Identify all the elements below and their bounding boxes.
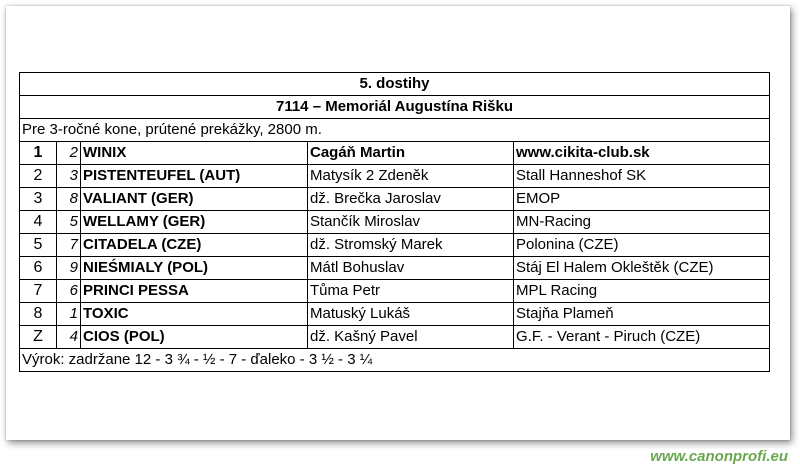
result-start-number: 5 [57,211,81,234]
result-start-number: 7 [57,234,81,257]
result-jockey: Matysík 2 Zdeněk [308,165,514,188]
race-name-row [20,96,770,119]
table-row [20,280,770,303]
result-position: 1 [20,142,57,165]
race-results-table [19,72,770,372]
result-horse: WINIX [81,142,308,165]
result-position: 3 [20,188,57,211]
race-number-row [20,73,770,96]
result-horse: CITADELA (CZE) [81,234,308,257]
race-number-title: 5. dostihy [20,73,770,96]
result-position: 7 [20,280,57,303]
result-owner: Stáj El Halem Okleštěk (CZE) [514,257,770,280]
result-jockey: Tůma Petr [308,280,514,303]
race-name-title: 7114 – Memoriál Augustína Rišku [20,96,770,119]
table-row [20,303,770,326]
result-jockey: dž. Stromský Marek [308,234,514,257]
result-start-number: 6 [57,280,81,303]
result-horse: PISTENTEUFEL (AUT) [81,165,308,188]
table-row [20,326,770,349]
result-horse: TOXIC [81,303,308,326]
result-position: 5 [20,234,57,257]
verdict-text: Výrok: zadržane 12 - 3 ¾ - ½ - 7 - ďaleko - 3 ½ - 3 ¼ [20,349,770,372]
race-conditions: Pre 3-ročné kone, prútené prekážky, 2800 m. [20,119,770,142]
result-position: 8 [20,303,57,326]
result-jockey: Matuský Lukáš [308,303,514,326]
table-row [20,211,770,234]
verdict-row [20,349,770,372]
result-jockey: Stančík Miroslav [308,211,514,234]
result-owner: MPL Racing [514,280,770,303]
result-horse: CIOS (POL) [81,326,308,349]
result-owner: G.F. - Verant - Piruch (CZE) [514,326,770,349]
result-owner: Stajňa Plameň [514,303,770,326]
result-jockey: Mátl Bohuslav [308,257,514,280]
result-start-number: 9 [57,257,81,280]
result-owner: Stall Hanneshof SK [514,165,770,188]
result-position: 2 [20,165,57,188]
result-owner: EMOP [514,188,770,211]
result-position: 4 [20,211,57,234]
result-horse: VALIANT (GER) [81,188,308,211]
result-jockey: dž. Kašný Pavel [308,326,514,349]
table-row [20,188,770,211]
result-start-number: 8 [57,188,81,211]
result-jockey: Cagáň Martin [308,142,514,165]
watermark: www.canonprofi.eu [650,448,788,465]
result-jockey: dž. Brečka Jaroslav [308,188,514,211]
result-start-number: 1 [57,303,81,326]
result-position: Z [20,326,57,349]
table-row [20,142,770,165]
result-owner: MN-Racing [514,211,770,234]
result-start-number: 3 [57,165,81,188]
result-horse: NIEŚMIALY (POL) [81,257,308,280]
table-row [20,165,770,188]
result-start-number: 4 [57,326,81,349]
table-row [20,234,770,257]
result-owner: Polonina (CZE) [514,234,770,257]
table-row [20,257,770,280]
result-owner: www.cikita-club.sk [514,142,770,165]
race-conditions-row [20,119,770,142]
result-horse: PRINCI PESSA [81,280,308,303]
result-horse: WELLAMY (GER) [81,211,308,234]
result-start-number: 2 [57,142,81,165]
result-position: 6 [20,257,57,280]
